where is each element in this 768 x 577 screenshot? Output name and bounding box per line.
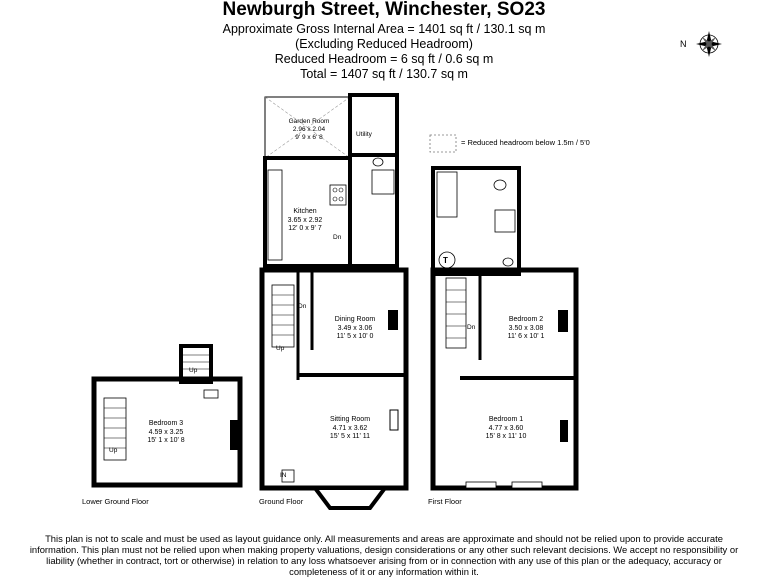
room-imperial: 9' 9 x 6' 8 <box>295 134 323 141</box>
lower-ground-stairs-up-label: Up <box>189 367 198 374</box>
room-imperial: 15' 1 x 10' 8 <box>147 437 185 444</box>
room-name: Dining Room <box>334 316 376 323</box>
room-name: Bedroom 3 <box>148 420 184 427</box>
total-area-line: Total = 1407 sq ft / 130.7 sq m <box>300 67 468 81</box>
water-cylinder-label: T <box>443 256 448 265</box>
room-name: Bedroom 2 <box>508 316 544 323</box>
compass-rose-icon <box>696 31 722 57</box>
room-metric: 3.50 x 3.08 <box>508 324 544 332</box>
room-dining-room <box>335 316 375 342</box>
room-bedroom3 <box>147 420 184 446</box>
floor-label-first: First Floor <box>428 497 462 506</box>
room-metric: 4.77 x 3.60 <box>488 424 524 432</box>
room-metric: 2.96 x 2.04 <box>292 126 326 133</box>
ground-stairs-down-label: Dn <box>298 303 307 310</box>
room-name: Bedroom 1 <box>488 416 524 423</box>
room-imperial: 15' 8 x 11' 10 <box>485 433 527 440</box>
room-imperial: 12' 0 x 9' 7 <box>288 225 322 232</box>
room-metric: 3.65 x 2.92 <box>287 216 323 224</box>
reduced-headroom-key-label: = Reduced headroom below 1.5m / 5'0 <box>461 138 590 147</box>
lower-ground-stairs-up-label-2: Up <box>109 447 118 454</box>
room-name: Garden Room <box>288 118 330 125</box>
room-imperial: 11' 5 x 10' 0 <box>336 333 374 340</box>
floor-label-lower-ground: Lower Ground Floor <box>82 497 149 506</box>
ground-stairs-up-label: Up <box>276 345 285 352</box>
room-imperial: 11' 6 x 10' 1 <box>507 333 545 340</box>
plan-title: Newburgh Street, Winchester, SO23 <box>222 0 546 20</box>
floor-label-ground: Ground Floor <box>259 497 304 506</box>
room-metric: 4.71 x 3.62 <box>332 424 368 432</box>
room-name: Sitting Room <box>329 416 371 423</box>
room-kitchen <box>288 208 323 234</box>
first-stairs-down-label: Dn <box>467 324 476 331</box>
room-garden-room <box>289 118 330 142</box>
room-metric: 3.49 x 3.06 <box>337 324 373 332</box>
gross-area-line: Approximate Gross Internal Area = 1401 sq ft / 130.1 sq m <box>222 22 546 36</box>
room-bedroom2 <box>508 316 545 342</box>
reduced-headroom-line: Reduced Headroom = 6 sq ft / 0.6 sq m <box>274 52 494 66</box>
ground-floor-plan <box>262 95 406 508</box>
utility-label: Utility <box>356 131 372 138</box>
compass-north-label: N <box>680 39 687 49</box>
reduced-headroom-key-box <box>430 135 456 152</box>
lower-ground-floor-plan <box>94 346 240 485</box>
excluding-headroom-line: (Excluding Reduced Headroom) <box>295 37 473 51</box>
room-metric: 4.59 x 3.25 <box>148 428 184 436</box>
room-sitting-room <box>330 416 370 442</box>
entrance-label: IN <box>280 472 287 479</box>
kitchen-stairs-down-label: Dn <box>333 234 342 241</box>
room-imperial: 15' 5 x 11' 11 <box>329 433 371 440</box>
room-bedroom1 <box>486 416 527 442</box>
room-name: Kitchen <box>293 208 317 215</box>
disclaimer-text: This plan is not to scale and must be used as layout guidance only. All measurements and areas are approximate and should not be relied upon to provide accurate information. This plan must not be relied upon when making property valuations, design considerations or any other such relevant decisions. We accept no responsibility or liability (whether in contract, tort or otherwise) in relation to any loss whatsoever arising from or in connection with any use of this plan or the adequacy, accuracy or completeness of it or any information within it. <box>29 533 739 577</box>
